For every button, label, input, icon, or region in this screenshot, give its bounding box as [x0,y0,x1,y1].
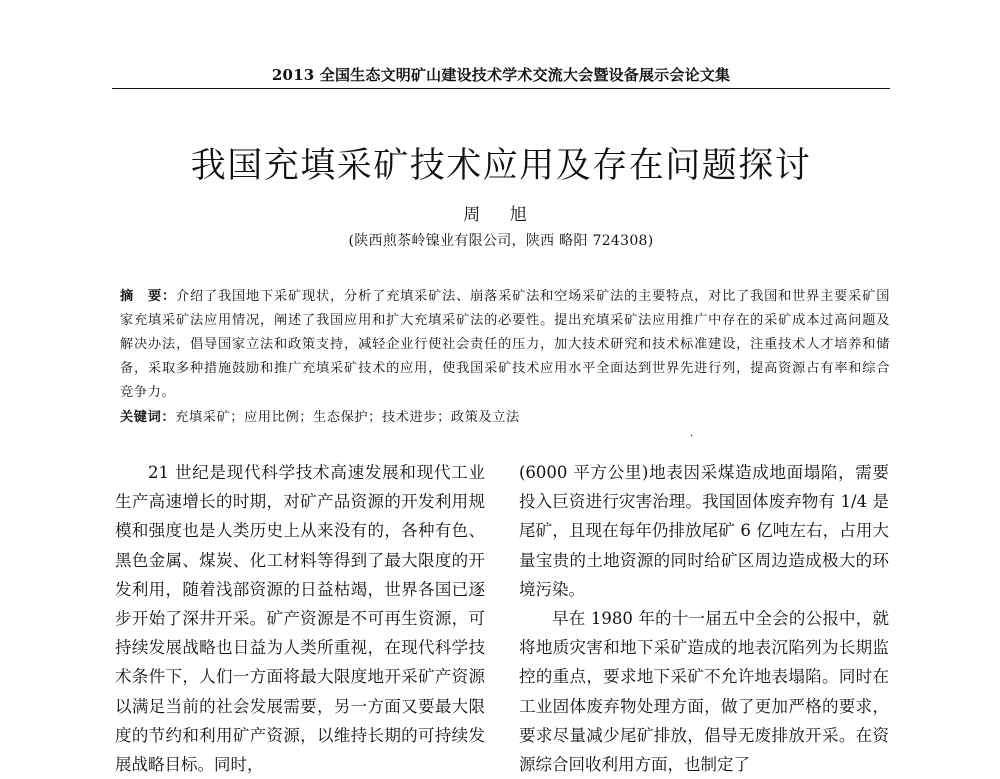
author-name: 周 旭 [463,205,539,225]
keywords-text: 充填采矿；应用比例；生态保护；技术进步；政策及立法 [175,410,520,425]
abstract-text: 介绍了我国地下采矿现状，分析了充填采矿法、崩落采矿法和空场采矿法的主要特点，对比了我国和世界主要采矿国家充填采矿法应用情况，阐述了我国应用和扩大充填采矿法的必要性。提出充填采矿法应用推广中存在的采矿成本过高问题及解决办法，倡导国家立法和政策支持，减轻企业行使社会责任的压力，加大技术研究和技术标准建设，注重技术人才培养和储备，采取多种措施鼓励和推广充填采矿技术的应用，使我国采矿技术应用水平全面达到世界先进行列，提高资源占有率和综合竞争力。 [120,289,890,400]
body-paragraph: (6000 平方公里)地表因采煤造成地面塌陷，需要投入巨资进行灾害治理。我国固体废弃物有 1/4 是尾矿，且现在每年仍排放尾矿 6 亿吨左右，占用大量宝贵的土地资源的同时给矿区周边造成极大的环境污染。 [519,463,889,599]
body-paragraph: 早在 1980 年的十一届五中全会的公报中，就将地质灾害和地下采矿造成的地表沉陷列为长期监控的重点，要求地下采矿不允许地表塌陷。同时在工业固体废弃物处理方面，做了更加严格的要求，要求尽量减少尾矿排放，倡导无废排放开采。在资源综合回收利用方面，也制定了 [519,609,889,775]
stray-mark: · [690,431,694,442]
keywords-label: 关键词： [120,410,176,425]
body-paragraph: 21 世纪是现代科学技术高速发展和现代工业生产高速增长的时期，对矿产品资源的开发利用规模和强度也是人类历史上从来没有的，各种有色、黑色金属、煤炭、化工材料等得到了最大限度的开发利用，随着浅部资源的日益枯竭，世界各国已逐步开始了深井开采。矿产资源是不可再生资源，可持续发展战略也日益为人类所重视，在现代科学技术条件下，人们一方面将最大限度地开采矿产资源以满足当前的社会发展需要，另一方面又要最大限度的节约和利用矿产资源，以维持长期的可持续发展战略目标。同时， [115,463,485,775]
abstract-label: 摘 要： [120,289,177,304]
running-header: 2013 全国生态文明矿山建设技术学术交流大会暨设备展示会论文集 [271,66,731,84]
author-affiliation: (陕西煎茶岭镍业有限公司，陕西 略阳 724308) [348,233,654,249]
keywords [120,406,890,430]
header-rule [112,88,890,89]
abstract [120,285,890,405]
body-column-left [115,458,485,779]
paper-title: 我国充填采矿技术应用及存在问题探讨 [190,146,812,186]
body-column-right [519,458,889,779]
